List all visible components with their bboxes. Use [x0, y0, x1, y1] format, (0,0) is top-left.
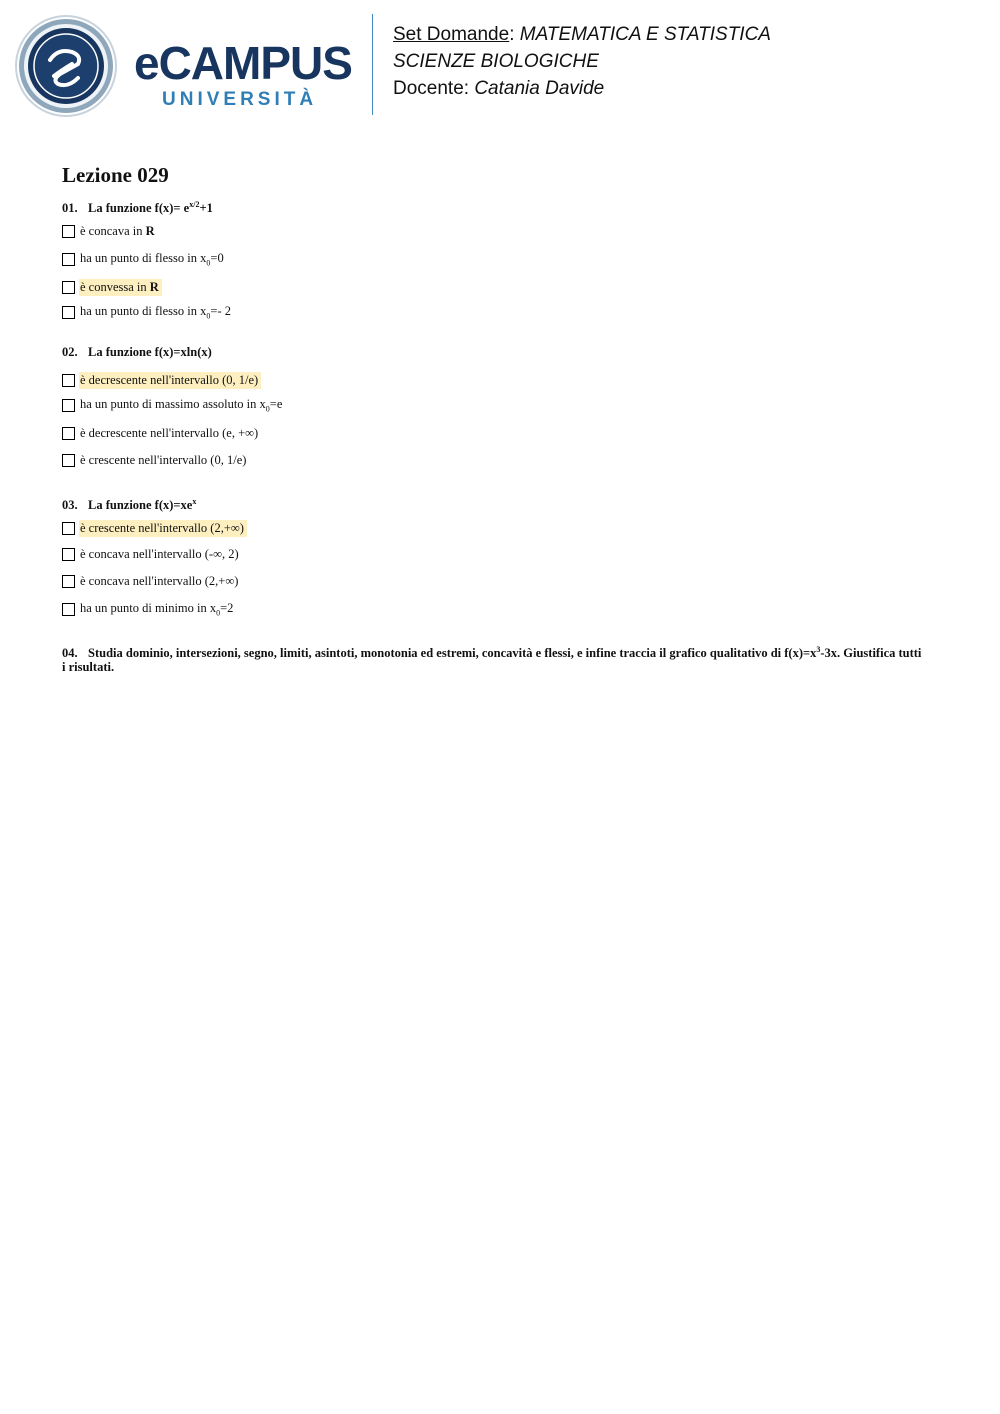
lesson-title: Lezione 029: [62, 163, 169, 187]
answer-option[interactable]: ha un punto di flesso in $x_0=-$ 2: [62, 304, 234, 320]
answer-option[interactable]: è concava nell'intervallo (-∞, 2): [62, 546, 242, 562]
teacher-line: [393, 77, 604, 101]
answer-option[interactable]: ha un punto di massimo assoluto in $x_0=e$: [62, 397, 285, 413]
question-03: 03. La funzione $f(x)=xe^x$: [62, 497, 197, 513]
answer-checkbox[interactable]: [62, 374, 75, 387]
header-divider: [372, 14, 373, 115]
answer-option[interactable]: è concava nell'intervallo (2,+∞): [62, 573, 241, 589]
course-name: SCIENZE BIOLOGICHE: [393, 51, 599, 72]
answer-checkbox[interactable]: [62, 427, 75, 440]
answer-checkbox[interactable]: [62, 281, 75, 294]
question-number: 03.: [62, 498, 78, 513]
teacher-name: Catania Davide: [474, 78, 605, 99]
question-02: 02. La funzione f(x)=xln(x): [62, 345, 212, 359]
answer-checkbox[interactable]: [62, 253, 75, 266]
set-label: Set Domande: [393, 24, 510, 45]
answer-checkbox[interactable]: [62, 575, 75, 588]
course-line: [393, 50, 599, 74]
teacher-label: Docente:: [393, 78, 470, 99]
answer-option[interactable]: è crescente nell'intervallo (0, 1/e): [62, 452, 249, 468]
question-number: 04.: [62, 646, 78, 661]
answer-checkbox[interactable]: [62, 454, 75, 467]
set-line: Set Domande: MATEMATICA E STATISTICA: [393, 24, 771, 45]
brand-name: eCAMPUS: [134, 37, 352, 89]
question-04: 04. Studia dominio, intersezioni, segno, limiti, asintoti, monotonia ed estremi, concavità e flessi, e infine traccia il grafico qualitativo di $f(x)=x^3-3x$. Giustifica tutti i risultati.: [62, 645, 922, 675]
answer-checkbox[interactable]: [62, 399, 75, 412]
answer-checkbox[interactable]: [62, 306, 75, 319]
brand-subtitle: UNIVERSITÀ: [162, 89, 318, 110]
university-seal-logo: [14, 14, 118, 118]
answer-option-highlighted[interactable]: è decrescente nell'intervallo (0, 1/e): [62, 372, 261, 388]
answer-option[interactable]: è decrescente nell'intervallo (e, +∞): [62, 425, 261, 441]
answer-checkbox[interactable]: [62, 225, 75, 238]
answer-option-highlighted[interactable]: è convessa in R: [62, 279, 162, 295]
answer-checkbox[interactable]: [62, 548, 75, 561]
answer-option[interactable]: ha un punto di flesso in $x_0=0$: [62, 251, 227, 267]
brand-wordmark: [134, 37, 356, 112]
question-number: 01.: [62, 201, 78, 216]
set-value: MATEMATICA E STATISTICA: [519, 24, 771, 45]
answer-option-highlighted[interactable]: è crescente nell'intervallo (2,+∞): [62, 520, 247, 536]
question-01: 01. La funzione $f(x)= e^{x/2}+1$: [62, 200, 213, 216]
answer-checkbox[interactable]: [62, 522, 75, 535]
answer-checkbox[interactable]: [62, 603, 75, 616]
answer-option[interactable]: ha un punto di minimo in $x_0=2$: [62, 601, 236, 617]
answer-option[interactable]: è concava in R: [62, 223, 158, 239]
question-number: 02.: [62, 345, 78, 359]
